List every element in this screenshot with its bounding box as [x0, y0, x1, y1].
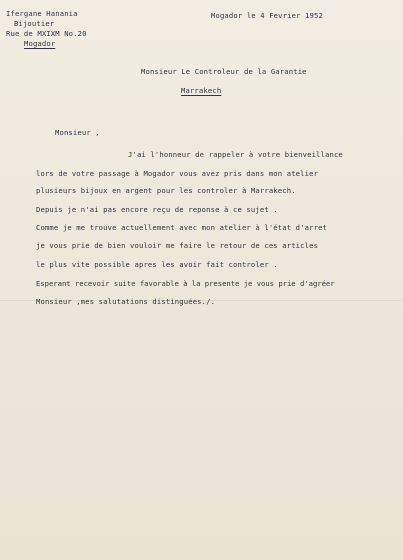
sender-street: Rue de MXIXM No.20: [6, 29, 87, 38]
body-line: plusieurs bijoux en argent pour les controler à Marrakech.: [36, 186, 296, 195]
recipient-city: Marrakech: [181, 86, 222, 95]
body-line: le plus vite possible apres les avoir fait controler .: [36, 260, 278, 269]
body-line: Esperant recevoir suite favorable à la presente je vous prie d'agréer: [36, 279, 335, 288]
sender-name: Ifergane Hanania: [6, 9, 78, 18]
salutation: Monsieur ,: [55, 128, 100, 137]
body-line: Monsieur ,mes salutations distinguées./.: [36, 297, 216, 306]
sender-profession: Bijoutier: [14, 19, 55, 28]
body-line: je vous prie de bien vouloir me faire le retour de ces articles: [36, 241, 319, 250]
body-line: Depuis je n'ai pas encore reçu de reponse à ce sujet .: [36, 205, 278, 214]
sender-city: Mogador: [24, 39, 56, 48]
body-line: Comme je me trouve actuellement avec mon atelier à l'état d'arret: [36, 223, 328, 232]
body-line: J'ai l'honneur de rappeler à votre bienveillance: [128, 150, 343, 159]
dateline: Mogador le 4 Fevrier 1952: [211, 11, 323, 20]
recipient-line: Monsieur Le Controleur de la Garantie: [141, 67, 307, 76]
body-line: lors de votre passage à Mogador vous avez pris dans mon atelier: [36, 169, 319, 178]
